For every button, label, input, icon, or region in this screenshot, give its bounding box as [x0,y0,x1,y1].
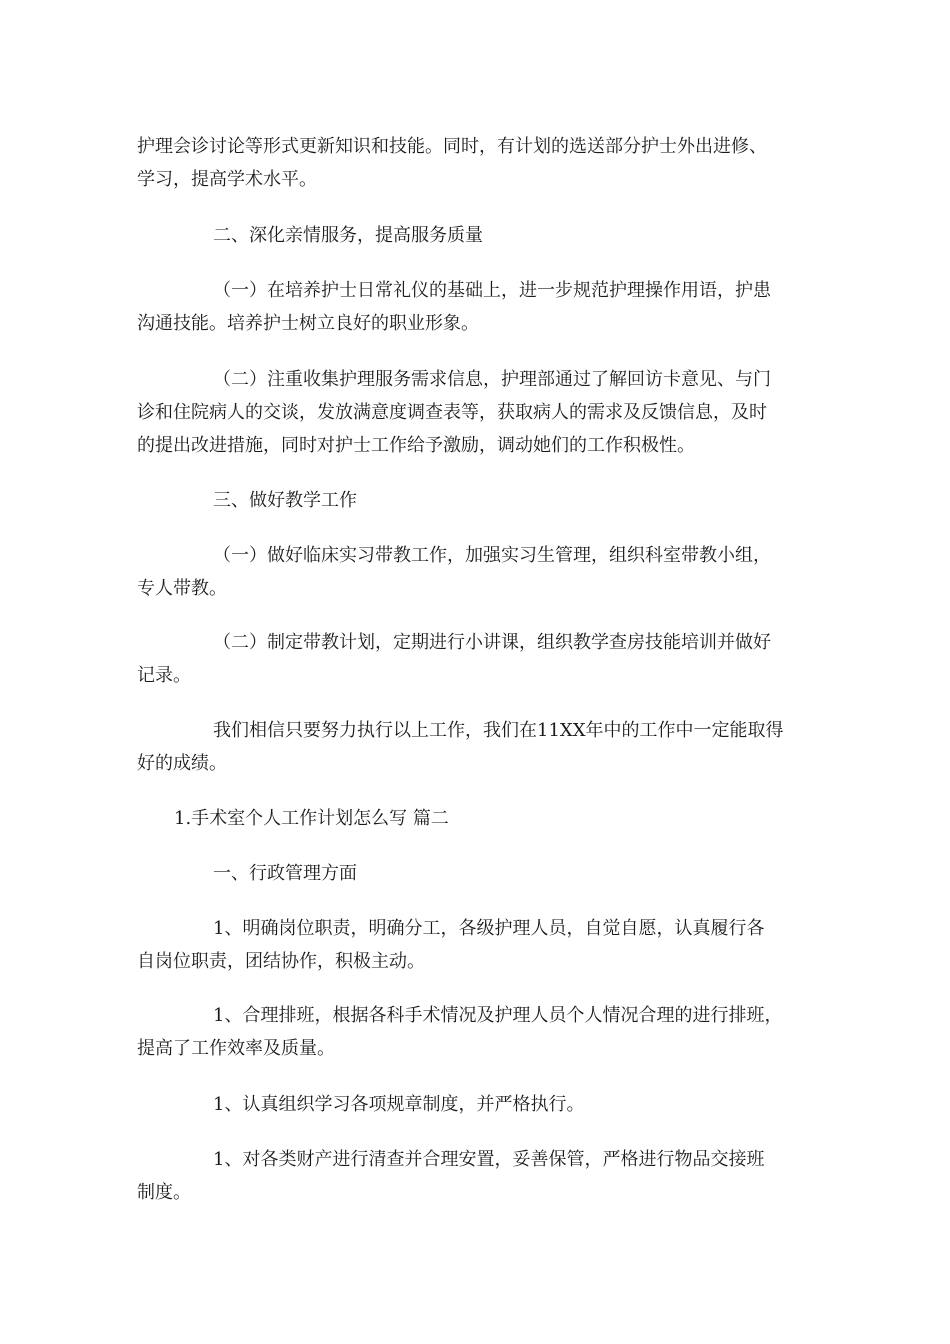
section-heading-3 [137,484,817,517]
text-line: （二）制定带教计划，定期进行小讲课，组织教学查房技能培训并做好 [213,632,771,653]
paragraph-teaching-plan [137,626,817,692]
paragraph-duties [137,912,817,978]
heading-text: 一、行政管理方面 [213,863,357,884]
text-line: 诊和住院病人的交谈，发放满意度调查表等，获取病人的需求及反馈信息，及时 [137,402,767,423]
paragraph-property [137,1143,817,1209]
paragraph-clinical-teaching [137,539,817,605]
text-line: 的提出改进措施，同时对护士工作给予激励，调动她们的工作积极性。 [137,435,695,456]
text-line: （一）做好临床实习带教工作，加强实习生管理，组织科室带教小组， [213,545,771,566]
text-line: 1、认真组织学习各项规章制度，并严格执行。 [213,1094,585,1115]
paragraph-continuation [137,130,817,196]
text-line: （二）注重收集护理服务需求信息，护理部通过了解回访卡意见、与门 [213,369,771,390]
text-line: 自岗位职责，团结协作，积极主动。 [137,951,425,972]
section-heading-2 [137,219,817,252]
section-heading-1 [137,857,817,890]
text-line: 学习，提高学术水平。 [137,169,317,190]
text-line: 好的成绩。 [137,753,227,774]
text-line: （一）在培养护士日常礼仪的基础上，进一步规范护理操作用语，护患 [213,280,771,301]
heading-text: 二、深化亲情服务，提高服务质量 [213,225,483,246]
paragraph-regulations [137,1088,817,1121]
paragraph-scheduling [137,999,817,1065]
text-line: 护理会诊讨论等形式更新知识和技能。同时，有计划的选送部分护士外出进修、 [137,136,767,157]
text-line: 我们相信只要努力执行以上工作，我们在11XX年中的工作中一定能取得 [213,720,784,741]
text-line: 提高了工作效率及质量。 [137,1038,335,1059]
text-line: 1、合理排班，根据各科手术情况及护理人员个人情况合理的进行排班， [213,1005,783,1026]
heading-text: 三、做好教学工作 [213,490,357,511]
paragraph-feedback [137,363,817,462]
text-line: 沟通技能。培养护士树立良好的职业形象。 [137,313,479,334]
text-line: 1、对各类财产进行清查并合理安置，妥善保管，严格进行物品交接班 [213,1149,765,1170]
article-title [137,802,817,835]
text-line: 1、明确岗位职责，明确分工，各级护理人员，自觉自愿，认真履行各 [213,918,765,939]
paragraph-etiquette [137,274,817,340]
text-line: 制度。 [137,1182,191,1203]
text-line: 专人带教。 [137,578,227,599]
title-text: 1.手术室个人工作计划怎么写 篇二 [174,808,449,829]
text-line: 记录。 [137,665,191,686]
paragraph-conclusion [137,714,817,780]
